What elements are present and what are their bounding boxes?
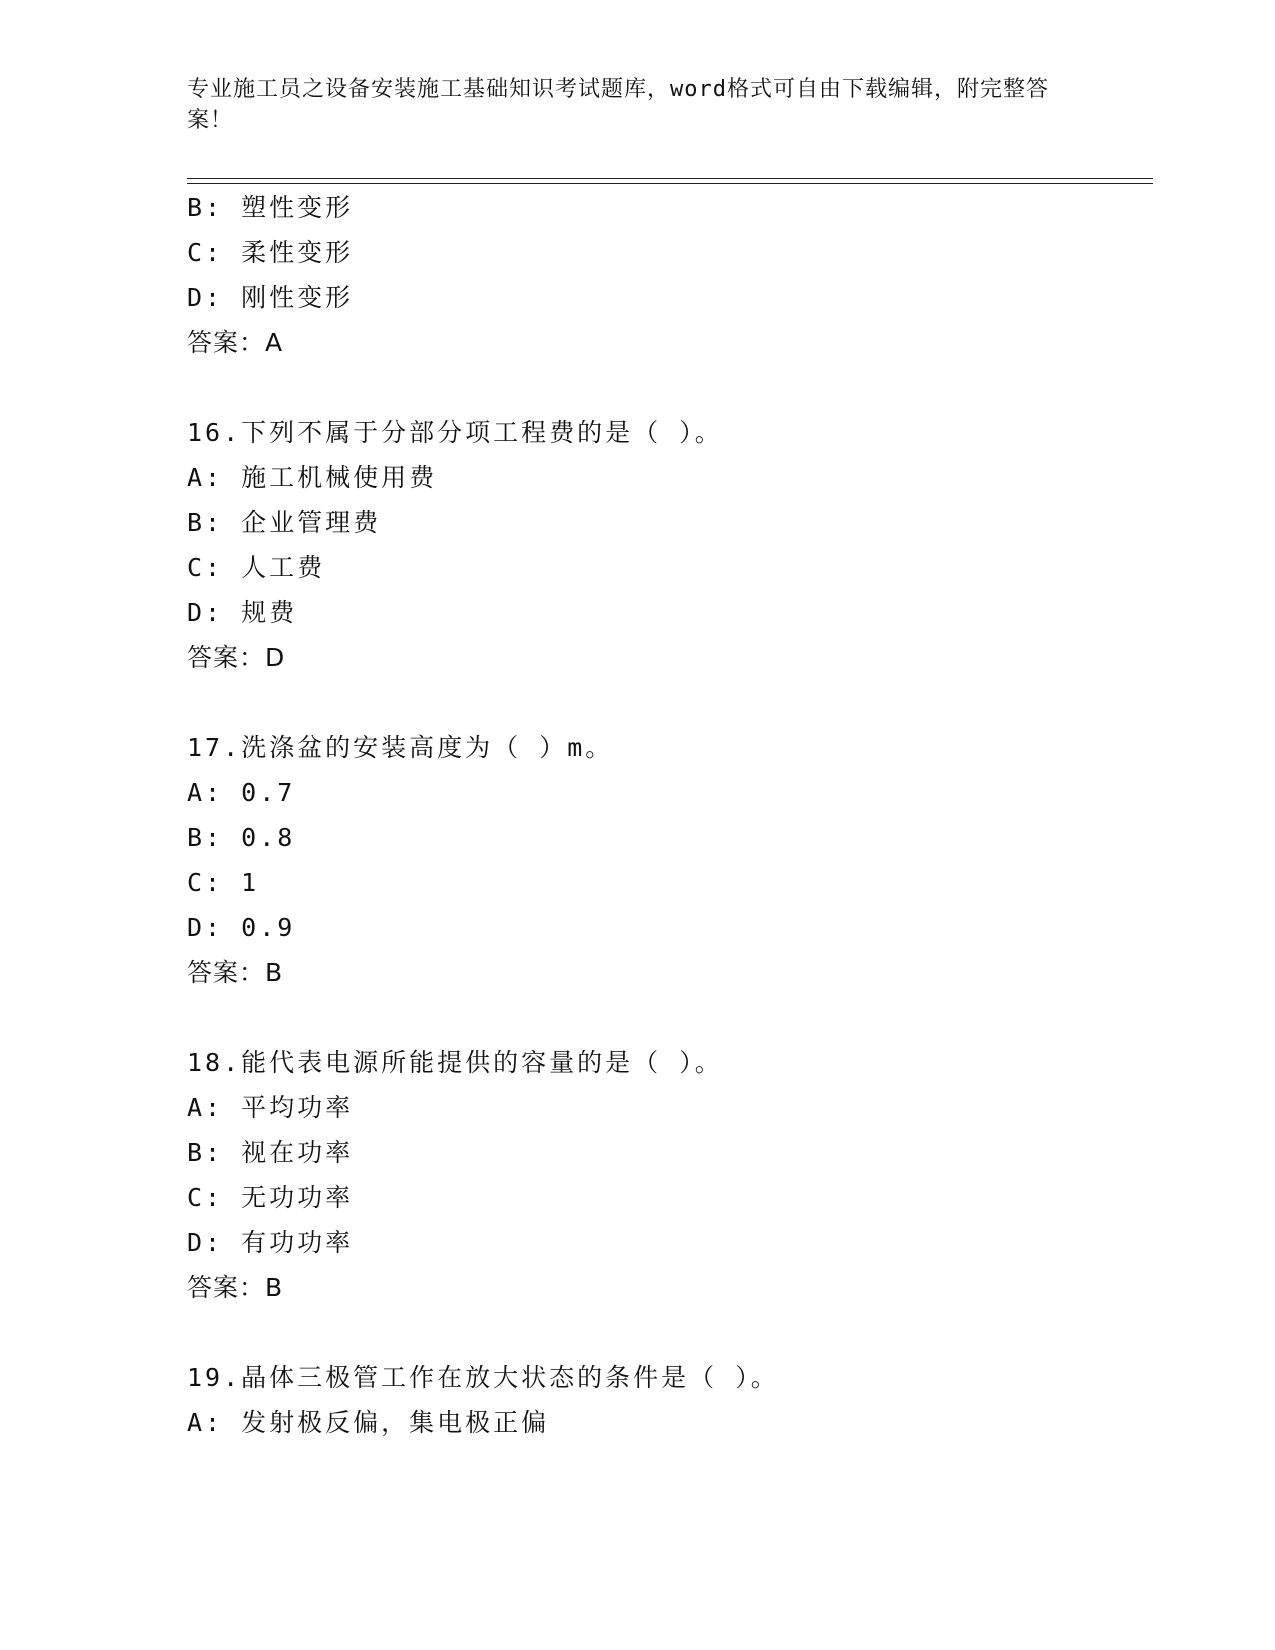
header-rule-bottom bbox=[187, 183, 1153, 184]
option-line: A: 平均功率 bbox=[187, 1093, 354, 1122]
answer-line: 答案：B bbox=[187, 1273, 284, 1302]
question-line: 17.洗涤盆的安装高度为（ ）m。 bbox=[187, 733, 614, 762]
question-line: 19.晶体三极管工作在放大状态的条件是（ ）。 bbox=[187, 1363, 779, 1392]
option-line: A: 0.7 bbox=[187, 778, 296, 807]
option-line: C: 无功功率 bbox=[187, 1183, 354, 1212]
option-line: C: 1 bbox=[187, 868, 260, 897]
option-line: D: 0.9 bbox=[187, 913, 296, 942]
option-line: C: 柔性变形 bbox=[187, 238, 354, 267]
answer-line: 答案：B bbox=[187, 958, 284, 987]
answer-line: 答案：A bbox=[187, 328, 284, 357]
option-line: D: 有功功率 bbox=[187, 1228, 354, 1257]
option-line: A: 发射极反偏，集电极正偏 bbox=[187, 1408, 550, 1437]
header-rule-top bbox=[187, 178, 1153, 179]
question-line: 16.下列不属于分部分项工程费的是（ ）。 bbox=[187, 418, 723, 447]
answer-line: 答案：D bbox=[187, 643, 286, 672]
option-line: C: 人工费 bbox=[187, 553, 326, 582]
option-line: B: 视在功率 bbox=[187, 1138, 354, 1167]
option-line: B: 0.8 bbox=[187, 823, 296, 852]
question-line: 18.能代表电源所能提供的容量的是（ ）。 bbox=[187, 1048, 723, 1077]
option-line: B: 塑性变形 bbox=[187, 193, 354, 222]
option-line: A: 施工机械使用费 bbox=[187, 463, 438, 492]
document-header: 专业施工员之设备安装施工基础知识考试题库，word格式可自由下载编辑，附完整答案！ bbox=[187, 77, 1049, 133]
option-line: B: 企业管理费 bbox=[187, 508, 382, 537]
option-line: D: 规费 bbox=[187, 598, 298, 627]
option-line: D: 刚性变形 bbox=[187, 283, 354, 312]
